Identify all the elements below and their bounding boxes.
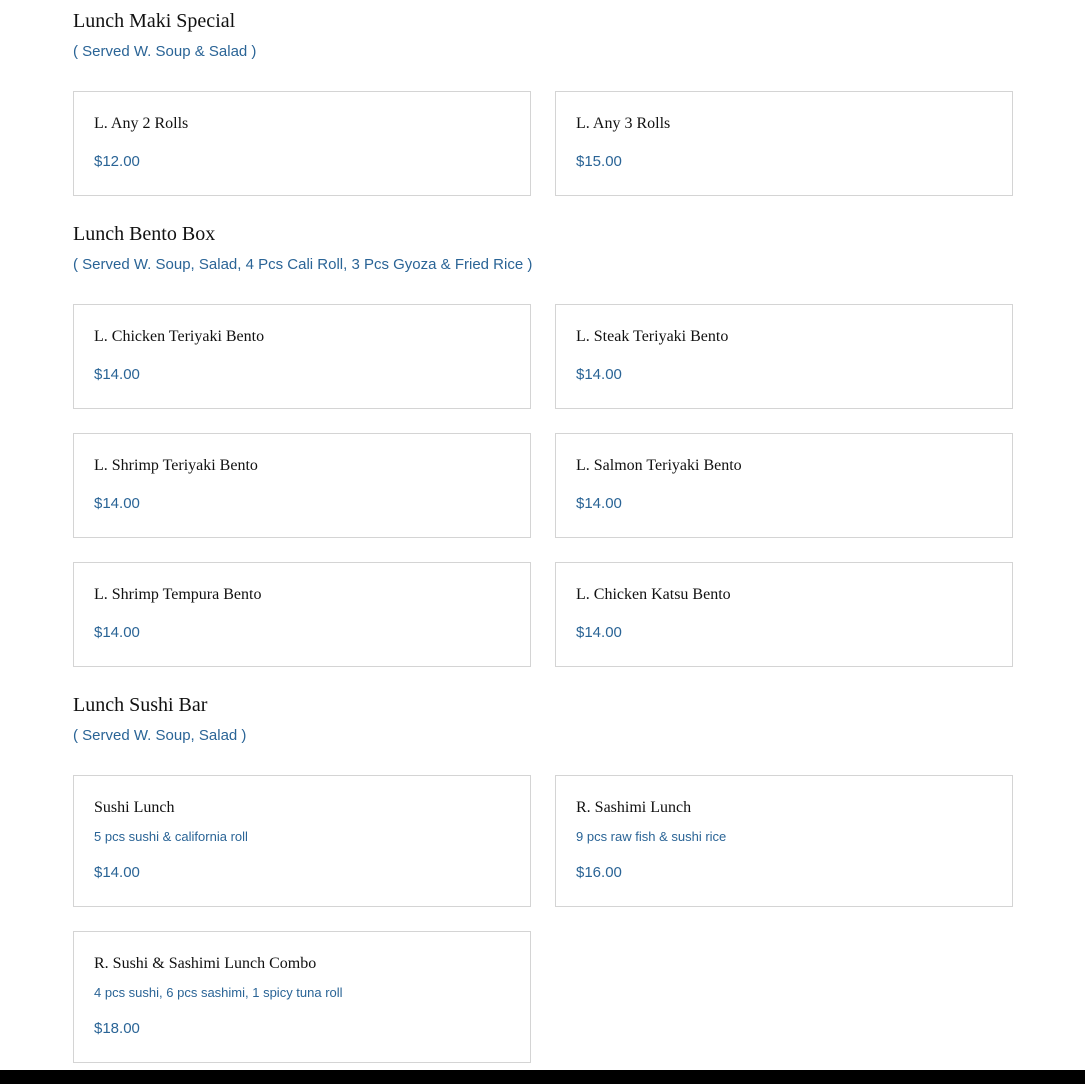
menu-item-card[interactable] (555, 304, 1013, 409)
item-price: $12.00 (94, 153, 140, 170)
item-price: $15.00 (576, 153, 622, 170)
item-price: $14.00 (576, 624, 622, 641)
item-name: R. Sashimi Lunch (576, 799, 692, 816)
section-title: Lunch Maki Special (73, 10, 236, 32)
item-price: $18.00 (94, 1020, 140, 1037)
item-price: $14.00 (576, 495, 622, 512)
menu-item-card[interactable] (555, 775, 1013, 907)
item-name: L. Chicken Teriyaki Bento (94, 328, 265, 345)
menu-item-card[interactable] (555, 433, 1013, 538)
section-title: Lunch Sushi Bar (73, 694, 208, 716)
item-name: L. Shrimp Teriyaki Bento (94, 457, 258, 474)
item-price: $14.00 (576, 366, 622, 383)
item-price: $16.00 (576, 864, 622, 881)
section-lunch-bento-box (73, 222, 1013, 668)
item-price: $14.00 (94, 366, 140, 383)
bottom-bar (0, 1070, 1085, 1084)
section-subtitle: ( Served W. Soup & Salad ) (73, 43, 257, 60)
menu-item-card[interactable] (73, 931, 531, 1063)
menu-item-card[interactable] (555, 91, 1013, 196)
item-name: L. Steak Teriyaki Bento (576, 328, 729, 345)
section-lunch-sushi-bar (73, 693, 1013, 1065)
section-lunch-maki-special (73, 9, 1013, 199)
item-name: L. Salmon Teriyaki Bento (576, 457, 742, 474)
item-name: L. Any 2 Rolls (94, 115, 189, 132)
menu-item-card[interactable] (73, 91, 531, 196)
menu-item-card[interactable] (555, 562, 1013, 667)
item-description: 9 pcs raw fish & sushi rice (576, 829, 727, 844)
section-title: Lunch Bento Box (73, 223, 216, 245)
item-price: $14.00 (94, 495, 140, 512)
item-name: L. Chicken Katsu Bento (576, 586, 731, 603)
item-name: L. Shrimp Tempura Bento (94, 586, 262, 603)
item-name: L. Any 3 Rolls (576, 115, 671, 132)
item-price: $14.00 (94, 864, 140, 881)
section-subtitle: ( Served W. Soup, Salad, 4 Pcs Cali Roll, 3 Pcs Gyoza & Fried Rice ) (73, 256, 533, 273)
menu-item-card[interactable] (73, 775, 531, 907)
item-name: R. Sushi & Sashimi Lunch Combo (94, 955, 317, 972)
menu-item-card[interactable] (73, 562, 531, 667)
menu-item-card[interactable] (73, 304, 531, 409)
menu-item-card[interactable] (73, 433, 531, 538)
item-price: $14.00 (94, 624, 140, 641)
item-description: 4 pcs sushi, 6 pcs sashimi, 1 spicy tuna roll (94, 985, 343, 1000)
section-subtitle: ( Served W. Soup, Salad ) (73, 727, 247, 744)
item-description: 5 pcs sushi & california roll (94, 829, 248, 844)
item-name: Sushi Lunch (94, 799, 175, 816)
